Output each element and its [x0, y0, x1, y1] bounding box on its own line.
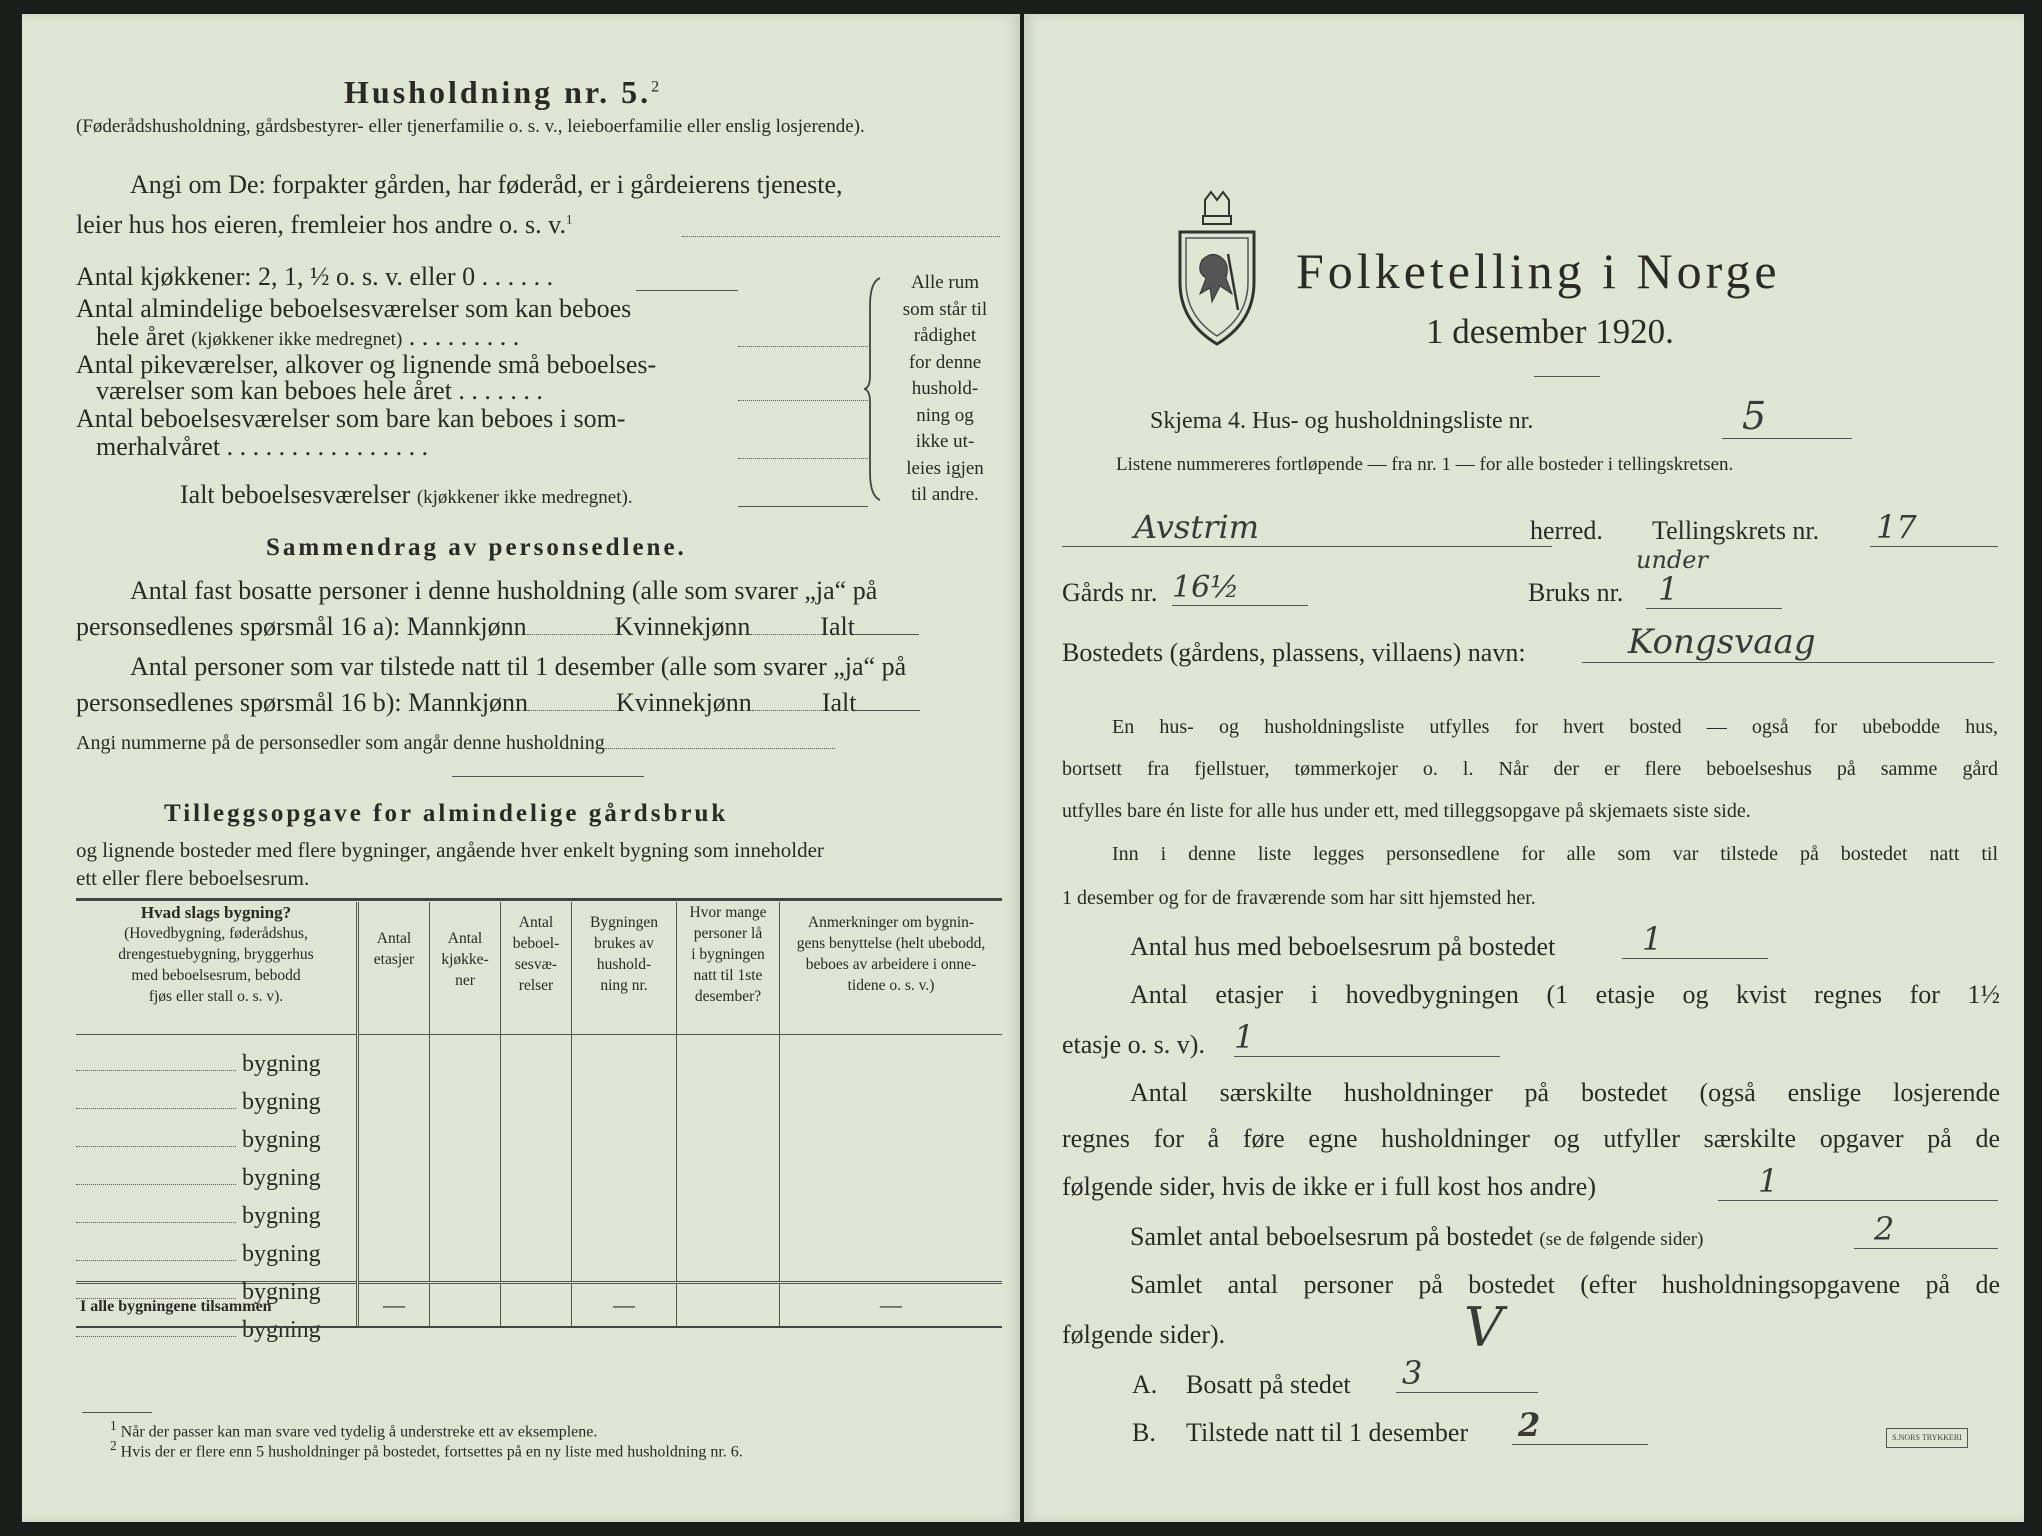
- col-header-vaerelser: Antal beboel- sesvæ- relser: [501, 902, 572, 1034]
- kjokkener-label: Antal kjøkkener: 2, 1, ½ o. s. v. eller 0 . . . . . .: [76, 262, 554, 291]
- etasjer-line-2: etasje o. s. v).: [1062, 1030, 1205, 1059]
- brace-icon: [864, 276, 884, 502]
- sarskilte-line-2: regnes for å føre egne husholdninger og utfyller særskilte opgaver på de: [1062, 1124, 2000, 1153]
- bosatt-field[interactable]: 3: [1396, 1354, 1538, 1393]
- b-text: Tilstede natt til 1 desember: [1186, 1418, 1469, 1447]
- nummerne-line: Angi nummerne på de personsedler som angår denne husholdning: [76, 732, 835, 755]
- samlet-pers-line-2: følgende sider).: [1062, 1320, 1226, 1349]
- tilstede-field[interactable]: 2: [1512, 1406, 1648, 1445]
- footnote-rule: [82, 1412, 152, 1413]
- fast-line-2: personsedlenes spørsmål 16 a): Mannkjønn Kvinnekjønn Ialt: [76, 612, 919, 642]
- samlet-pers-mark: V: [1464, 1296, 1503, 1359]
- table-bottom-rule: [76, 1326, 1002, 1328]
- left-page: [22, 14, 1020, 1522]
- separator: [452, 776, 644, 777]
- sarskilte-field[interactable]: 1: [1718, 1162, 1998, 1201]
- footnote-2: $^2$ Hvis der er flere enn 5 husholdninger på bostedet, fortsettes på en ny liste med husholdning nr. 6.: [110, 1438, 743, 1461]
- table-top-rule: [76, 898, 1002, 901]
- sommer-answer[interactable]: [738, 458, 868, 459]
- tillegg-title: Tilleggsopgave for almindelige gårdsbruk: [164, 800, 729, 827]
- b-label: B.: [1132, 1418, 1156, 1447]
- samlet-rum-label: Samlet antal beboelsesrum på bostedet (se de følgende sider): [1130, 1222, 1704, 1251]
- sommer-label-2: merhalvåret . . . . . . . . . . . . . . . .: [96, 432, 429, 461]
- listene-note: Listene nummereres fortløpende — fra nr. 1 — for alle bosteder i tellingskretsen.: [1116, 454, 1734, 475]
- gards-field[interactable]: 16½: [1172, 570, 1308, 606]
- instructions-p1: En hus- og husholdningsliste utfylles for hvert bosted — også for ubebodde hus, bortsett fra fjellstuer, tømmerkojer o. l. Når der er flere beboelseshus på samme gård utfylles bare én liste for alle hus under ett, med tilleggsopgave på skjemaets siste side.: [1062, 716, 1998, 822]
- building-table: [76, 902, 1002, 1343]
- sommer-label-1: Antal beboelsesværelser som bare kan beboes i som-: [76, 404, 626, 433]
- sarskilte-line-3: følgende sider, hvis de ikke er i full kost hos andre): [1062, 1172, 1596, 1201]
- sarskilte-line-1: Antal særskilte husholdninger på bostedet (også enslige losjerende: [1130, 1078, 2000, 1107]
- a-text: Bosatt på stedet: [1186, 1370, 1351, 1399]
- fast-line-1: Antal fast bosatte personer i denne husholdning (alle som svarer „ja“ på: [130, 576, 878, 605]
- table-row[interactable]: bygning: [76, 1235, 352, 1273]
- table-row[interactable]: bygning: [76, 1311, 352, 1349]
- intro-text: (Føderådshusholdning, gårdsbestyrer- eller tjenerfamilie o. s. v., leieboerfamilie eller enslig losjerende).: [76, 116, 865, 137]
- herred-label: herred.: [1530, 516, 1603, 545]
- bostedets-field[interactable]: Kongsvaag: [1582, 622, 1994, 663]
- table-row[interactable]: bygning: [76, 1083, 352, 1121]
- sammendrag-title: Sammendrag av personsedlene.: [266, 534, 687, 561]
- census-date: 1 desember 1920.: [1426, 312, 1674, 351]
- etasjer-line-1: Antal etasjer i hovedbygningen (1 etasje og kvist regnes for 1½: [1130, 980, 2000, 1009]
- etasjer-field[interactable]: 1: [1234, 1018, 1500, 1057]
- angi-line-1: Angi om De: forpakter gården, har føderåd, er i gårdeierens tjeneste,: [130, 170, 843, 199]
- skjema-line: Skjema 4. Hus- og husholdningsliste nr.: [1150, 408, 1534, 434]
- ialt-label: Ialt beboelsesværelser (kjøkkener ikke medregnet).: [180, 480, 633, 509]
- printer-stamp: S.NORS TRYKKERI: [1886, 1428, 1968, 1448]
- footnote-1: $^1$ Når der passer kan man svare ved tydelig å understreke ett av eksemplene.: [110, 1418, 598, 1441]
- samlet-rum-field[interactable]: 2: [1854, 1210, 1998, 1249]
- gards-label: Gårds nr.: [1062, 578, 1158, 607]
- hus-field[interactable]: 1: [1622, 920, 1768, 959]
- pike-label-2: værelser som kan beboes hele året . . . . . . .: [96, 376, 543, 405]
- tellingskrets-label: Tellingskrets nr.: [1652, 516, 1820, 545]
- col-header-etasjer: Antal etasjer: [358, 902, 430, 1034]
- table-row[interactable]: bygning: [76, 1045, 352, 1083]
- col-header-anmerkninger: Anmerkninger om bygnin- gens benyttelse (helt ubebodd, beboes av arbeidere i onne- tidene o. s. v.): [780, 902, 1003, 1034]
- table-row[interactable]: bygning: [76, 1273, 352, 1311]
- alm-answer[interactable]: [738, 346, 868, 347]
- instructions-p2: Inn i denne liste legges personsedlene for alle som var tilstede på bostedet natt til 1 desember og for de fraværende som har sitt hjemsted her.: [1062, 843, 1998, 909]
- alm-label-1: Antal almindelige beboelsesværelser som kan beboes: [76, 294, 632, 323]
- kjokkener-answer[interactable]: [636, 290, 738, 291]
- building-rows: [76, 1034, 1002, 1282]
- tillegg-line-1: og lignende bosteder med flere bygninger, angående hver enkelt bygning som inneholder: [76, 838, 824, 862]
- bostedets-label: Bostedets (gårdens, plassens, villaens) navn:: [1062, 638, 1526, 667]
- pike-label-1: Antal pikeværelser, alkover og lignende små beboelses-: [76, 350, 657, 379]
- bruks-under-note: under: [1636, 546, 1708, 574]
- total-row: I alle bygningene tilsammen — — —: [76, 1282, 1002, 1326]
- alm-label-2: hele året (kjøkkener ikke medregnet) . . . . . . . . .: [96, 322, 520, 351]
- col-header-type: Hvad slags bygning? (Hovedbygning, føderådshus, drengestuebygning, bryggerhus med beboelsesrum, bebodd fjøs eller stall o. s. v).: [118, 903, 314, 1005]
- skjema-number-field[interactable]: 5: [1722, 394, 1852, 439]
- bruks-field[interactable]: 1: [1646, 570, 1782, 609]
- table-row[interactable]: bygning: [76, 1159, 352, 1197]
- col-header-kjokkener: Antal kjøkke- ner: [430, 902, 501, 1034]
- col-header-personer: Hvor mange personer lå i bygningen natt til 1ste desember?: [677, 902, 780, 1034]
- husholdning-title: Husholdning nr. 5.$^2$: [344, 74, 660, 110]
- table-row[interactable]: bygning: [76, 1197, 352, 1235]
- tellingskrets-field[interactable]: 17: [1870, 508, 1998, 547]
- hus-label: Antal hus med beboelsesrum på bostedet: [1130, 932, 1556, 961]
- main-title: Folketelling i Norge: [1296, 243, 1781, 299]
- pike-answer[interactable]: [738, 400, 868, 401]
- tilstede-line-1: Antal personer som var tilstede natt til 1 desember (alle som svarer „ja“ på: [130, 652, 907, 681]
- a-label: A.: [1132, 1370, 1158, 1399]
- date-separator: [1534, 376, 1600, 377]
- angi-line-2: leier hus hos eieren, fremleier hos andre o. s. v.$^1$: [76, 210, 573, 239]
- tillegg-line-2: ett eller flere beboelsesrum.: [76, 866, 310, 890]
- bruks-label: Bruks nr.: [1528, 578, 1624, 607]
- table-row[interactable]: bygning: [76, 1121, 352, 1159]
- col-header-husholdning: Bygningen brukes av hushold- ning nr.: [572, 902, 677, 1034]
- herred-field[interactable]: Avstrim: [1062, 508, 1552, 547]
- ialt-answer[interactable]: [738, 506, 868, 507]
- angi-answer-line[interactable]: [682, 236, 1000, 237]
- tilstede-line-2: personsedlenes spørsmål 16 b): Mannkjønn Kvinnekjønn Ialt: [76, 688, 920, 718]
- coat-of-arms-icon: [1172, 190, 1262, 350]
- side-note: Alle rum som står til rådighet for denne hushold- ning og ikke ut- leies igjen til andre.: [902, 272, 988, 505]
- right-page: [1024, 14, 2024, 1522]
- samlet-pers-line-1: Samlet antal personer på bostedet (efter husholdningsopgavene på de: [1130, 1270, 2000, 1299]
